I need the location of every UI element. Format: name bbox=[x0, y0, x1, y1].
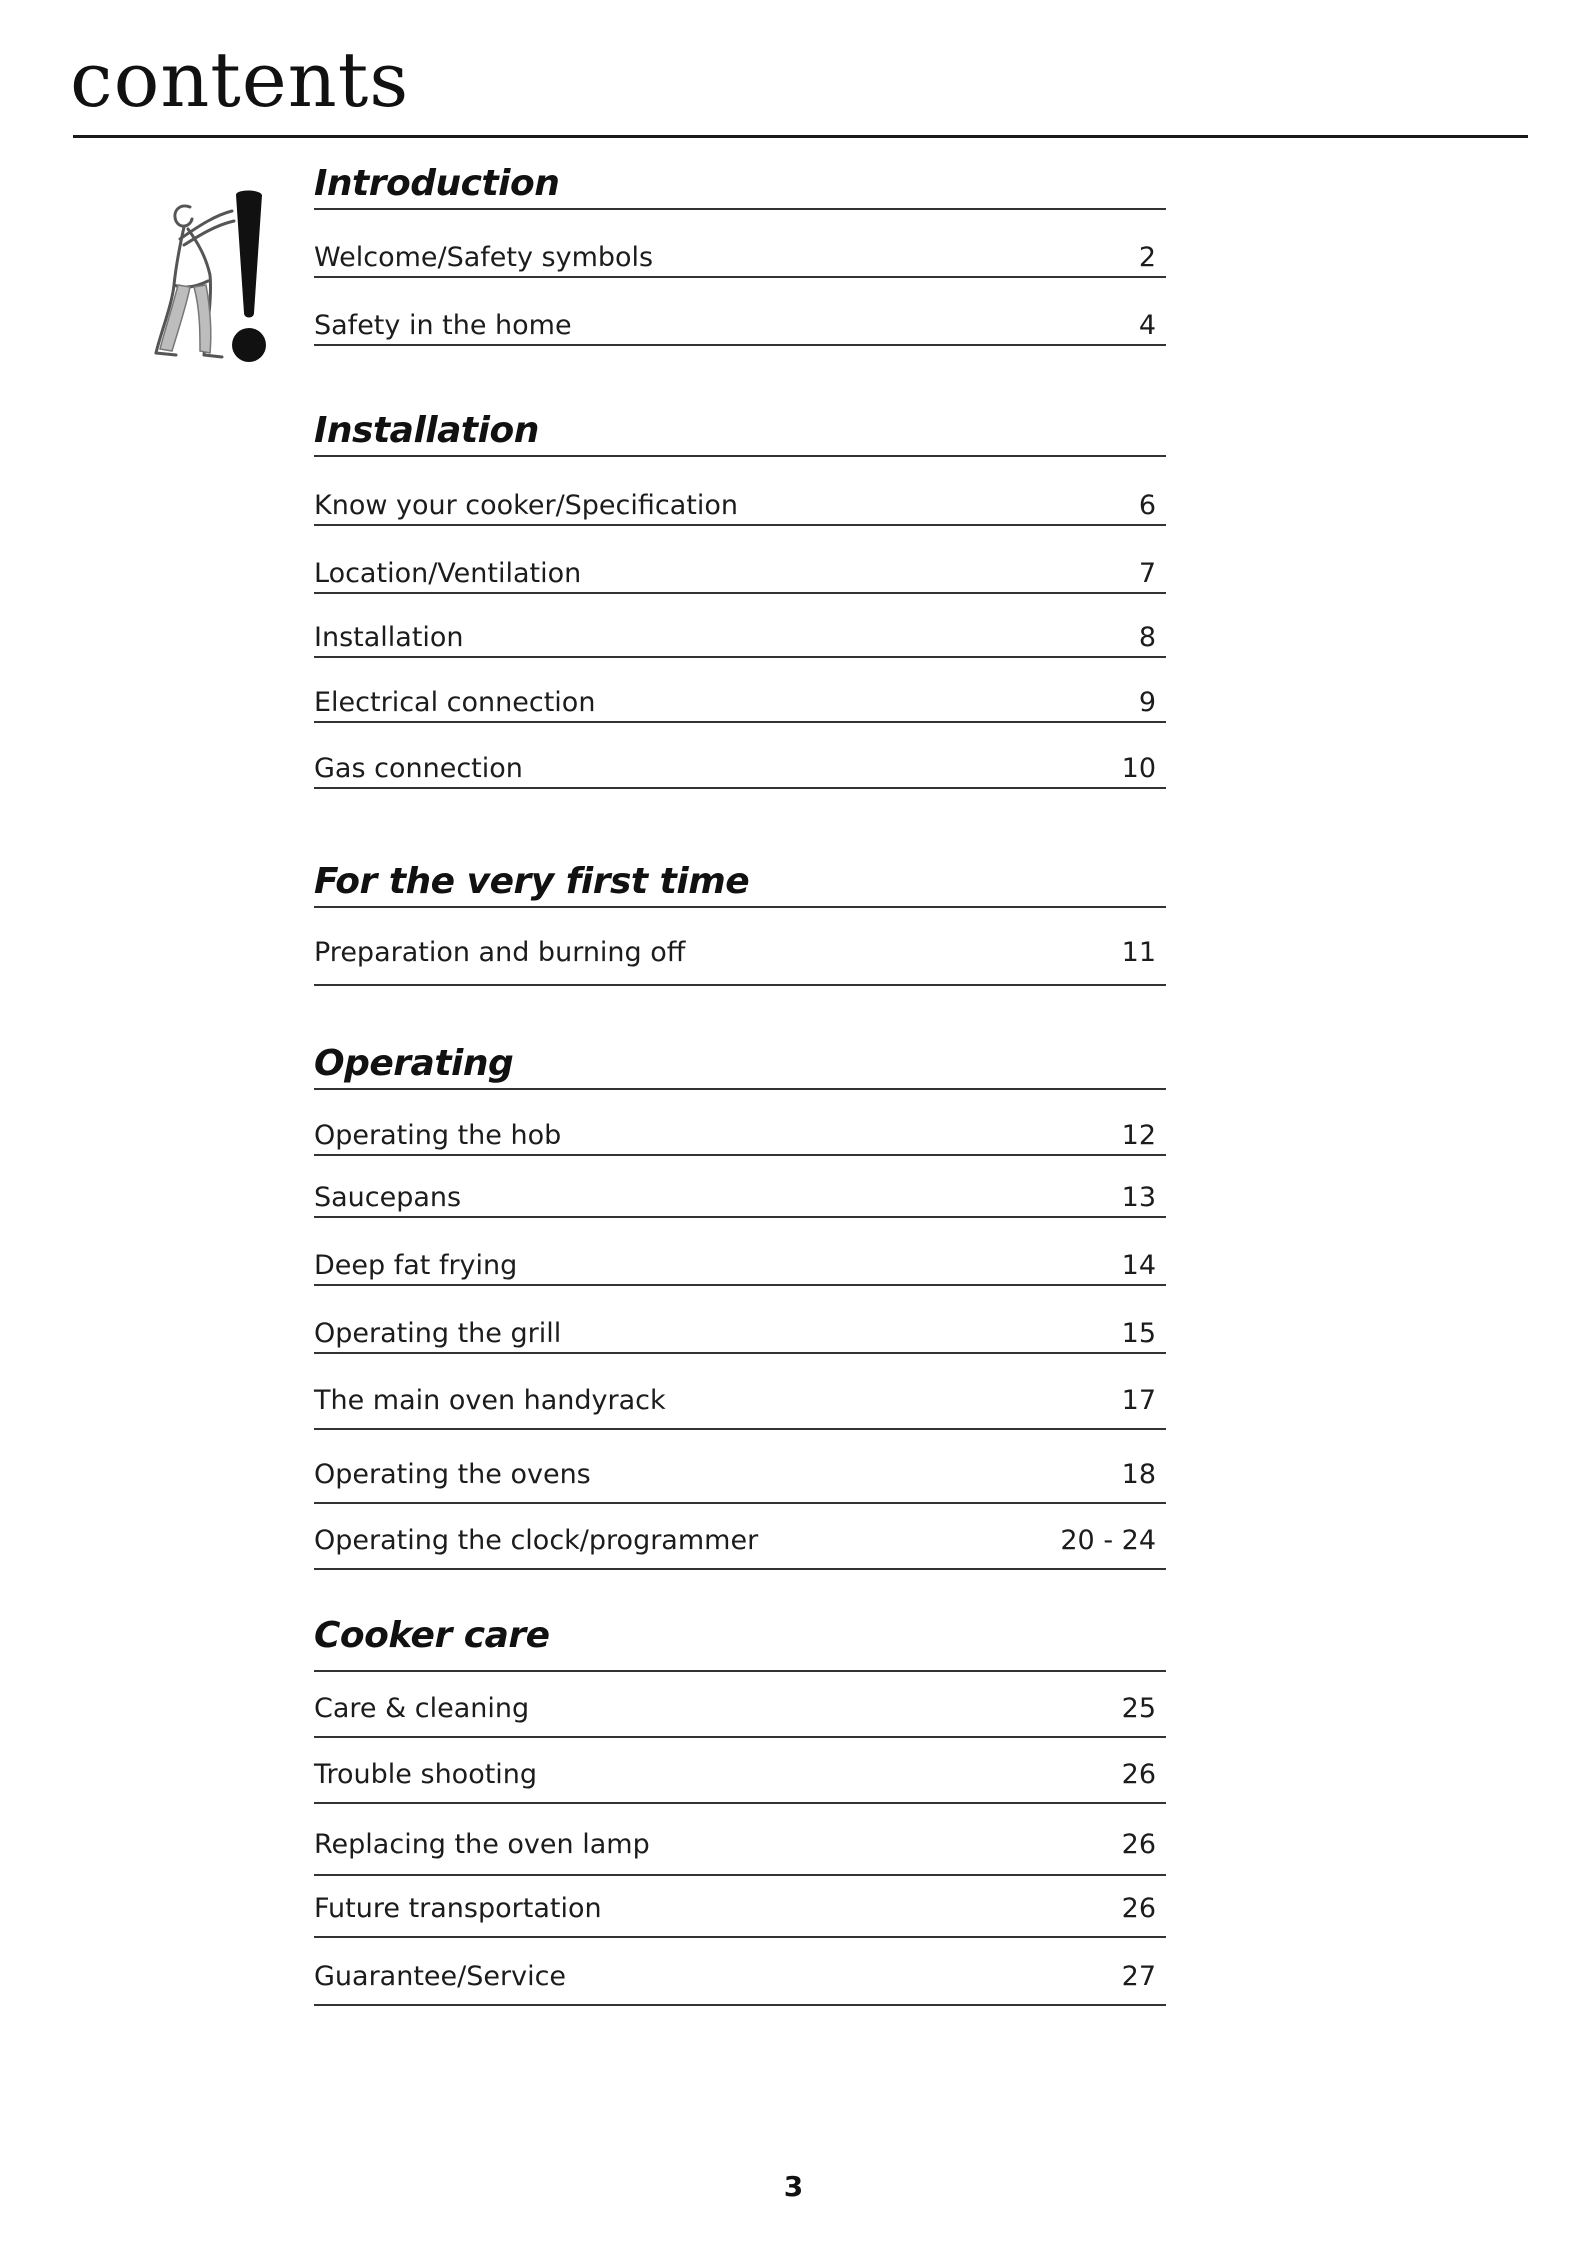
toc-entry[interactable] bbox=[314, 1354, 1166, 1430]
page-number: 3 bbox=[783, 2170, 804, 2203]
title-rule bbox=[73, 135, 1528, 138]
entry-title: Electrical connection bbox=[314, 687, 596, 718]
entry-title: The main oven handyrack bbox=[314, 1385, 666, 1416]
entry-title: Trouble shooting bbox=[314, 1759, 538, 1790]
entry-page: 25 bbox=[1121, 1693, 1156, 1724]
section-heading-text: Introduction bbox=[314, 163, 560, 204]
toc-entry[interactable] bbox=[314, 1876, 1166, 1938]
entry-page: 26 bbox=[1121, 1759, 1156, 1790]
toc-entry[interactable] bbox=[314, 1430, 1166, 1504]
section-heading bbox=[314, 1600, 1166, 1672]
entry-title: Operating the ovens bbox=[314, 1459, 591, 1490]
toc-entry[interactable] bbox=[314, 594, 1166, 658]
entry-title: Welcome/Safety symbols bbox=[314, 242, 654, 273]
entry-page: 26 bbox=[1121, 1829, 1156, 1860]
section-cooker-care bbox=[314, 1600, 1166, 2006]
entry-title: Location/Ventilation bbox=[314, 558, 582, 589]
section-operating bbox=[314, 1022, 1166, 1570]
toc-entry[interactable] bbox=[314, 1672, 1166, 1738]
entry-page: 9 bbox=[1138, 687, 1156, 718]
section-heading-text: Operating bbox=[314, 1043, 514, 1084]
entry-title: Gas connection bbox=[314, 753, 523, 784]
toc-entry[interactable] bbox=[314, 1504, 1166, 1570]
entry-page: 14 bbox=[1121, 1250, 1156, 1281]
section-heading-text: Installation bbox=[314, 410, 539, 451]
toc-entry[interactable] bbox=[314, 1090, 1166, 1156]
entry-title: Know your cooker/Specification bbox=[314, 490, 739, 521]
toc-entry[interactable] bbox=[314, 1938, 1166, 2006]
entry-page: 17 bbox=[1121, 1385, 1156, 1416]
entry-page: 2 bbox=[1138, 242, 1156, 273]
toc-entry[interactable] bbox=[314, 1804, 1166, 1876]
entry-title: Saucepans bbox=[314, 1182, 462, 1213]
toc-entry[interactable] bbox=[314, 1286, 1166, 1354]
section-heading bbox=[314, 391, 1166, 457]
entry-page: 18 bbox=[1121, 1459, 1156, 1490]
toc-entry[interactable] bbox=[314, 908, 1166, 986]
warning-figure-icon bbox=[150, 185, 290, 370]
entry-page: 4 bbox=[1138, 310, 1156, 341]
entry-page: 15 bbox=[1121, 1318, 1156, 1349]
toc-entry[interactable] bbox=[314, 1156, 1166, 1218]
toc-entry[interactable] bbox=[314, 1738, 1166, 1804]
entry-page: 26 bbox=[1121, 1893, 1156, 1924]
entry-title: Future transportation bbox=[314, 1893, 602, 1924]
section-introduction bbox=[314, 142, 1166, 346]
toc-entry[interactable] bbox=[314, 210, 1166, 278]
section-first-time bbox=[314, 842, 1166, 986]
section-heading bbox=[314, 1022, 1166, 1090]
toc-entry[interactable] bbox=[314, 658, 1166, 723]
entry-title: Guarantee/Service bbox=[314, 1961, 567, 1992]
entry-page: 11 bbox=[1121, 937, 1156, 968]
entry-title: Safety in the home bbox=[314, 310, 572, 341]
entry-page: 20 - 24 bbox=[1060, 1525, 1156, 1556]
section-heading bbox=[314, 142, 1166, 210]
entry-page: 7 bbox=[1138, 558, 1156, 589]
entry-page: 12 bbox=[1121, 1120, 1156, 1151]
page-title: contents bbox=[70, 35, 410, 124]
entry-title: Operating the hob bbox=[314, 1120, 562, 1151]
entry-page: 10 bbox=[1121, 753, 1156, 784]
section-heading bbox=[314, 842, 1166, 908]
entry-page: 27 bbox=[1121, 1961, 1156, 1992]
section-heading-text: Cooker care bbox=[314, 1615, 550, 1656]
toc-entry[interactable] bbox=[314, 1218, 1166, 1286]
entry-title: Care & cleaning bbox=[314, 1693, 530, 1724]
toc-entry[interactable] bbox=[314, 457, 1166, 526]
section-heading-text: For the very first time bbox=[314, 861, 750, 902]
entry-title: Operating the clock/programmer bbox=[314, 1525, 759, 1556]
entry-page: 13 bbox=[1121, 1182, 1156, 1213]
entry-title: Operating the grill bbox=[314, 1318, 562, 1349]
toc-entry[interactable] bbox=[314, 278, 1166, 346]
entry-page: 6 bbox=[1138, 490, 1156, 521]
entry-title: Preparation and burning off bbox=[314, 937, 686, 968]
toc-entry[interactable] bbox=[314, 723, 1166, 789]
section-installation bbox=[314, 391, 1166, 789]
entry-title: Deep fat frying bbox=[314, 1250, 518, 1281]
entry-title: Replacing the oven lamp bbox=[314, 1829, 650, 1860]
toc-entry[interactable] bbox=[314, 526, 1166, 594]
entry-title: Installation bbox=[314, 622, 464, 653]
entry-page: 8 bbox=[1138, 622, 1156, 653]
